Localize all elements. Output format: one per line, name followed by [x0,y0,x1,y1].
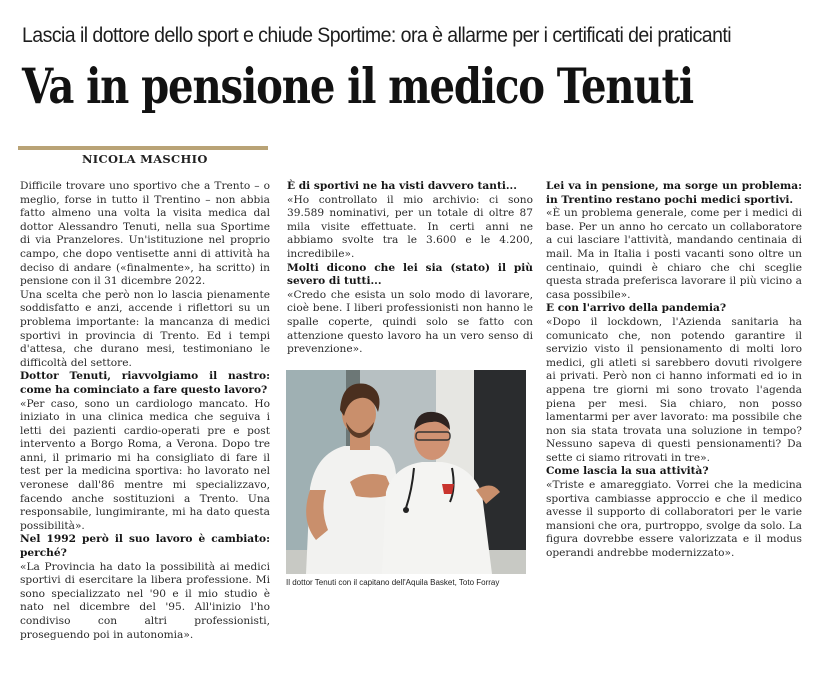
interview-question: Dottor Tenuti, riavvolgiamo il nastro: come ha cominciato a fare questo lavoro? [20,370,270,396]
interview-question: Molti dicono che lei sia (stato) il più severo di tutti... [287,261,533,288]
article-paragraph: «Ho controllato il mio archivio: ci sono 39.589 nominativi, per un totale di oltre 87 mila visite effettuate. In certi anni ne abbiamo svolte tra le 3.600 e le 4.200, incredibile». [287,193,533,260]
article-paragraph: Difficile trovare uno sportivo che a Trento – o meglio, forse in tutto il Trentino – non abbia fatto almeno una volta la visita medica dal dottor Alessandro Tenuti, nella sua Sportime di via Pranzelores. Un'istituzione nel proprio campo, che dopo ventisette anni di attività ha deciso di andare («finalmente», ha scritto) in pensione con il 31 dicembre 2022. [20,180,270,288]
article-paragraph: Una scelta che però non lo lascia pienamente soddisfatto e anzi, accende i riflettori su un problema importante: la mancanza di medici sportivi in provincia di Trento. Ed i tempi d'attesa, che durano mesi, testimoniano le difficoltà del settore. [20,288,270,369]
interview-question: Lei va in pensione, ma sorge un problema: in Trentino restano pochi medici sportivi. [546,180,802,206]
interview-question: E con l'arrivo della pandemia? [546,302,727,315]
photo-caption: Il dottor Tenuti con il capitano dell'Aquila Basket, Toto Forray [286,578,500,587]
article-paragraph: «È un problema generale, come per i medici di base. Per un anno ho cercato un collaboratore a cui lasciare l'attività, mandando centinaia di mail. Ma in Italia i posti vacanti sono oltre un centinaio, quindi è chiaro che chi sceglie questa strada preferisca lavorare il più vicino a casa possibile». [546,207,802,301]
interview-question: È di sportivi ne ha visti davvero tanti... [287,180,517,192]
article-paragraph: «Dopo il lockdown, l'Azienda sanitaria ha comunicato che, non potendo garantire il servizio visto il pensionamento di molti loro medici, gli atleti si sarebbero dovuti rivolgere ai privati. Però non ci hanno informati ed io in appena tre giorni mi sono trovato l'agenda piena per mesi. Sia chiaro, non posso lamentarmi per aver lavorato: ma possibile che non sia stata trovata una soluzione in tempo? Nessuno sapeva di questi pensionamenti? Da sette ci siamo ritrovati in tre». [546,315,802,464]
article-photo [286,370,526,574]
article-paragraph: «La Provincia ha dato la possibilità ai medici sportivi di esercitare la libera professione. Mi sono specializzato nel '90 e il mio studio è nato nel dicembre del '95. All'inizio l'ho condiviso con altri professionisti, proseguendo poi in autonomia». [20,560,270,641]
article-column-3 [546,180,802,561]
interview-question: Nel 1992 però il suo lavoro è cambiato: perché? [20,533,270,560]
article-column-1 [20,180,270,642]
article-paragraph: «Triste e amareggiato. Vorrei che la medicina sportiva cambiasse approccio e che il medico avesse il supporto di collaboratori per le varie mansioni che ora, purtroppo, svolge da solo. La figura dovrebbe essere valorizzata e il modus operandi andrebbe modernizzato». [546,479,802,560]
article-headline: Va in pensione il medico Tenuti [22,57,694,115]
article-paragraph: «Per caso, sono un cardiologo mancato. Ho iniziato in una clinica medica che seguiva i letti dei pazienti cardio-operati pre e post intervento a Borgo Roma, a Verona. Dopo tre anni, il primario mi ha consigliato di fare il test per la medicina sportiva: ho lavorato nel veronese dall'86 mentre mi specializzavo, facendo anche sostituzioni a Trento. Una responsabile, lungimirante, mi ha dato questa possibilità». [20,397,270,532]
interview-question: Come lascia la sua attività? [546,465,709,478]
byline-rule [18,146,268,150]
article-column-2 [287,180,533,357]
article-paragraph: «Credo che esista un solo modo di lavorare, cioè bene. I liberi professionisti non hanno le spalle coperte, quindi solo se fatto con attenzione questo lavoro ha un vero senso di prevenzione». [287,288,533,356]
byline: NICOLA MASCHIO [82,152,208,166]
article-kicker: Lascia il dottore dello sport e chiude Sportime: ora è allarme per i certificati dei praticanti [22,24,732,47]
